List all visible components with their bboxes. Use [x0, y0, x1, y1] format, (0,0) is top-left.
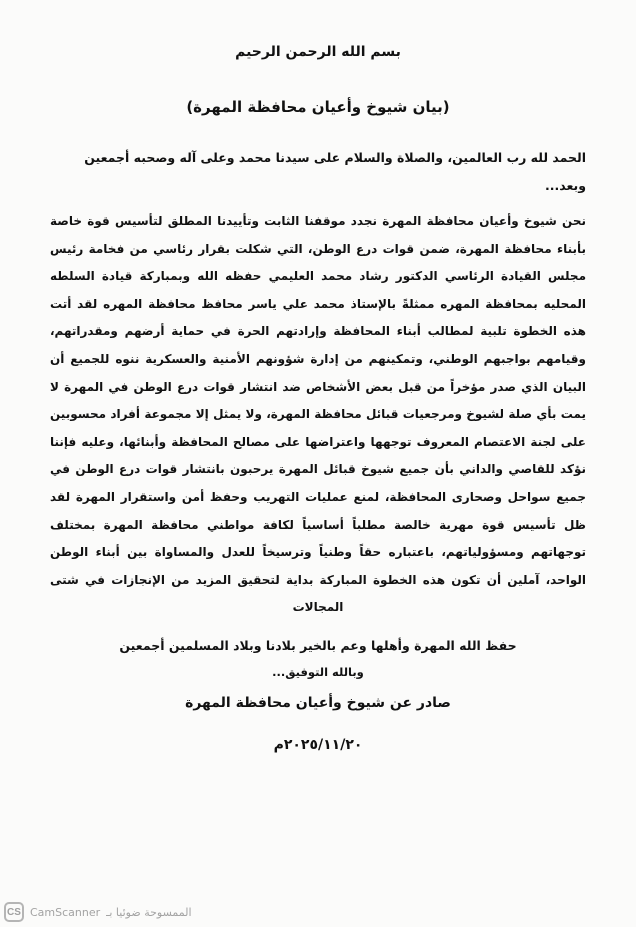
document-date: ٢٠٢٥/١١/٢٠م — [273, 736, 363, 753]
document-title: (بيان شيوخ وأعيان محافظة المهرة) — [186, 98, 450, 116]
transition-word: وبعد... — [545, 178, 586, 193]
basmala: بسم الله الرحمن الرحيم — [235, 44, 401, 60]
statement-document — [50, 38, 586, 753]
statement-body: نحن شيوخ وأعيان محافظة المهرة نجدد موقفنا الثابت وتأييدنا المطلق لتأسيس قوة خاصة بأبناء محافظة المهرة، ضمن قوات درع الوطن، التي شكلت بقرار رئاسي من فخامة رئيس مجلس القيادة الرئاسي الدكتور رشاد محمد العليمي حفظه الله وبمباركة قيادة السلطه المحليه بمحافظة المهره ممثلةً بالإستاذ محمد علي ياسر محافظ محافظة المهره لقد أتت هذه الخطوة تلبية لمطالب أبناء المحافظة وإرادتهم الحرة في حماية أرضهم ومقدراتهم، وقيامهم بواجبهم الوطني، وتمكينهم من إدارة شؤونهم الأمنية والعسكرية ننوه للجميع أن البيان الذي صدر مؤخراً من قبل بعض الأشخاص ضد انتشار قوات درع الوطن في المهرة لا يمت بأي صلة لشيوخ ومرجعيات قبائل محافظة المهرة، ولا يمثل إلا مجموعة أفراد محسوبين على لجنة الاعتصام المعروف توجهها واعتراضها على مصالح المحافظة وأبنائها، وعليه فإننا نؤكد للقاصي والداني بأن جميع شيوخ قبائل المهرة يرحبون بانتشار قوات درع الوطن في جميع سواحل وصحارى المحافظة، لمنع عمليات التهريب وحفظ أمن واستقرار المهرة لقد ظل تأسيس قوة مهرية خالصة مطلباً أساسياً لكافة مواطني محافظة المهرة بمختلف توجهاتهم ومسؤولياتهم، باعتباره حقاً وطنياً وترسيخاً للعدل والمساواة بين أبناء الوطن الواحد، آملين أن تكون هذه الخطوة المباركة بداية لتحقيق المزيد من الإنجازات في شتى المجالات — [50, 214, 586, 615]
prayer-line: حفظ الله المهرة وأهلها وعم بالخير بلادنا وبلاد المسلمين أجمعين — [119, 637, 517, 653]
closing-line: وبالله التوفيق... — [272, 664, 364, 679]
camscanner-watermark — [4, 901, 192, 923]
watermark-caption: الممسوحة ضوئيا بـ — [106, 905, 192, 919]
camscanner-logo-icon: CS — [4, 902, 24, 922]
issuer-line: صادر عن شيوخ وأعيان محافظة المهرة — [185, 694, 451, 711]
watermark-app-name: CamScanner — [30, 905, 101, 919]
opening-line: الحمد لله رب العالمين، والصلاة والسلام على سيدنا محمد وعلى آله وصحبه أجمعين — [84, 150, 586, 165]
